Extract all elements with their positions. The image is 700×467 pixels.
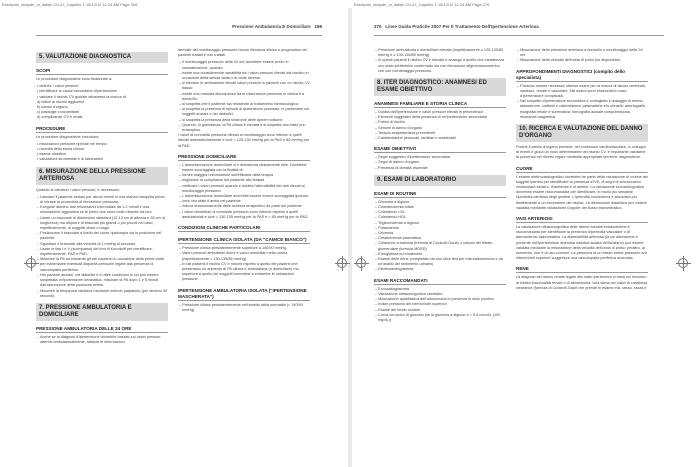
left-page <box>0 8 348 467</box>
list-item: – In tali pazienti il rischio CV è minore rispetto a quello dei pazienti che presentano un aumento di PA clinica e ambulatoria (o domiciliare) ma superiore a quello dei soggetti normotesi a entrambe le valutazioni pressorie. <box>179 261 299 282</box>
paragraph: Poiché il danno d'organo precede, nel continuum cardiovascolare, lo sviluppo di eventi e gioca un ruolo determinante del rischio CV, è importante valutarne la presenza nei diversi organi mediante appropriate tecniche diagnostiche. <box>516 145 646 160</box>
list-item: • esame obiettivo <box>37 152 66 157</box>
list-item: – Pressione clinica persistentemente nell'ambito della normalità (< 140/90 mmHg) <box>179 302 303 312</box>
crop-mark-icon <box>337 258 347 268</box>
section-heading: 7. PRESSIONE AMBULATORIA E DOMICILIARE <box>36 303 168 321</box>
paragraph: Quando si valutano i valori pressori, è necessario: <box>36 187 120 192</box>
list-item: – Colesterolemia totale <box>375 205 414 210</box>
list-item: – si sospetta la presenza di episodi di ipotensione posturale, in particolare nei soggetti anziani e nei diabetici; <box>179 107 310 117</box>
list-item: – si sospetta che il paziente sia resistente al trattamento farmacologico; <box>179 102 300 107</box>
paragraph: L'esame elettrocardiografico dovrebbe far parte della valutazione di routine dei soggetti ipertesi per identificare la presenza d'IVS, di segni di sovraccarico ventricolare sinistro, d'ischemia e di aritmie. La valutazione ecocardiografica dovrebbe essere raccomandata per identificare, in modo più sensibile, l'ipertrofia cardiaca degli ipertesi. L'ipertrofia concentrica è associata più direttamente a un incremento del rischio. La disfunzione diastolica può essere valutata mediante valutazione Doppler del flusso transmitralico. <box>516 174 648 210</box>
subheading: IPERTENSIONE AMBULATORIA ISOLATA ("IPERTENSIONE MASCHERATA") <box>178 288 310 301</box>
list-item: – Nel sospetto d'ipertensione secondaria è consigliato il dosaggio di renina, aldosterone, cortisoli e catecolamine plasmatiche e/o urinarie; arteriografie, ecografia renale e surrenalica; tomografia assiale computerizzata, risonanza magnetica. <box>517 99 647 119</box>
list-item: – Lasciare il paziente seduto per alcuni minuti in una stanza tranquilla prima di iniziare la procedura di rilevazione pressoria. <box>37 194 165 205</box>
right-header-rule <box>374 35 664 36</box>
subheading: ESAMI RACCOMANDATI <box>374 278 506 285</box>
list-item: – Glicemia a digiuno <box>375 199 410 204</box>
list-item: a) fattori di rischio aggiuntivi <box>37 99 85 104</box>
list-item: • identificare le cause secondarie d'ipertensione <box>37 89 118 94</box>
list-item: • definire i valori pressori <box>37 84 79 89</box>
right-page-number: 270 <box>374 24 382 29</box>
list-item: – Elementi suggestivi della presenza di un'ipertensione secondaria <box>375 115 487 120</box>
list-item: – Esame delle urine (completato da uno stick test per microalbuminuria e da un'analisi del sedimento urinario) <box>375 257 503 267</box>
list-item: – Eseguire almeno due misurazioni intervallate da 1-2 minuti e una misurazione aggiuntiva se le prime due sono molto diverse tra loro. <box>37 205 153 215</box>
list-item: – L'automisurazione domiciliare dovrebbe essere invece scoraggiata quando: <box>179 194 309 199</box>
list-item: • raccolta della storia clinica <box>37 147 84 152</box>
left-running-head <box>150 24 322 34</box>
list-item: – Misurare la frequenza cardiaca mediante metodo palpatorio (per almeno 30 secondi). <box>37 288 168 298</box>
list-item: – Esame del fondo oculare <box>375 307 421 312</box>
right-column-1 <box>374 48 506 323</box>
list-item: – L'automisurazione domiciliare si è dimostrata clinicamente utile. Dovrebbe essere incoraggiata con la finalità di: <box>179 162 307 173</box>
list-item: – induce autonomamente delle schema terapeutico da parte del paziente <box>179 204 302 209</box>
list-item: – Presenza di obesità viscerale <box>375 165 428 170</box>
list-item: – Caratteristiche personali, familiari e ambientali <box>375 136 456 141</box>
list-item: • valutare il rischio CV globale attraverso la ricerca di: <box>37 94 127 99</box>
list-item: – Fattori di rischio <box>375 120 405 125</box>
list-item: – fornire maggiori informazioni sull'efficacia della terapia <box>179 173 274 178</box>
list-item: – Quando, in gravidanza, la PA clinica è elevata e si sospetta uno stato pre-eclamptico. <box>179 122 306 133</box>
right-column-2 <box>516 48 648 293</box>
list-item: – In questi pazienti il rischio CV è elevato e analogo a quello che caratterizza uno stato ipertensivo confermato sia con rilevazione sfigmomanometrica che con monitoraggio pressorio. <box>375 58 505 73</box>
list-item: – Posizionare il bracciale a livello del cuore qualunque sia la posizione del paziente. <box>37 231 162 241</box>
subheading: PRESSIONE DOMICILIARE <box>178 154 310 161</box>
paragraph: La diagnosi del danno renale legato allo stato ipertensivo si basa sul riscontro di ridotta funzionalità renale o di albuminuria. Una stima dei valori di creatinina clearance (formula di Cockroft-Gault che prende in esame età, sesso, razza e <box>516 275 648 290</box>
list-item: – Colesterolo LDL <box>375 210 406 215</box>
list-item: – Usare le fasi I e V (scomparsa) dei toni di Korotkoff per identificare, rispettivamente, PAS e PAD. <box>37 246 153 257</box>
list-item: • misurazioni pressorie ripetute nel tempo <box>37 141 107 146</box>
list-item: • valutazioni strumentali e di laboratorio <box>37 157 104 162</box>
subheading: APPROFONDIMENTI DIAGNOSTICI (compito dello specialista) <box>516 69 648 82</box>
list-item: – verificare i valori pressori quando è dubbia l'attendibilità dei dati rilevati al monitoraggio pressorio <box>179 183 305 193</box>
list-item: – Uricemia <box>375 231 394 236</box>
list-item: – si sospetta la presenza della sindrome delle apnee notturne. <box>179 117 284 122</box>
list-item: – Anche se la diagnosi d'ipertensione dovrebbe basarsi sui valori pressori ottenuti ambulatorialmente, tuttavia le informazioni <box>37 334 161 345</box>
list-item: – Valutazione ultrasonografica carotidea <box>375 291 443 296</box>
crop-mark-icon <box>356 258 366 268</box>
crop-mark-icon <box>26 258 36 268</box>
subheading: VASI ARTERIOSI <box>516 216 648 223</box>
list-item: – Misurazione quantitativa dell'albuminuria in presenza di stick positivo <box>375 297 494 302</box>
crop-mark-icon <box>678 258 688 268</box>
left-header-rule <box>36 35 322 36</box>
list-item: – Colesterolo HDL <box>375 215 407 220</box>
subheading: SCOPI <box>36 68 168 75</box>
list-item: – Curva da carico di glucosio (se la glicemia a digiuno è > 5,6 mmol/L (100 mg/dL)) <box>375 312 501 322</box>
left-column-1 <box>36 48 168 345</box>
list-item: – I valori domiciliari di normalità pressoria sono inferiori rispetto a quelli ambulatoriali e cioè < 130-135 mmHg per la PAS e < 85 mmHg per la PAD. <box>179 209 309 219</box>
list-item: – Ecocardiogramma <box>375 286 409 291</box>
subheading: PROCEDURE <box>36 126 168 133</box>
list-item: – Emoglobina ed ematocrito <box>375 251 423 256</box>
list-item: – Misurare la PA ad entrambi gli arti superiori in occasione della prima visita per evidenziare eventuali disparità pressorie legate alla presenza di vasculopatia periferica. <box>37 257 164 272</box>
list-item: – Segni suggestivi d'ipertensione secondaria <box>375 155 451 160</box>
subheading: PRESSIONE AMBULATORIA DELLE 24 ORE <box>36 326 168 333</box>
list-item: – Durata dell'ipertensione e valori pressori elevati in precedenza <box>375 110 483 115</box>
list-item: – Terapia antipertensiva precedente <box>375 130 436 135</box>
subheading: CUORE <box>516 166 648 173</box>
list-item: – Indice pressorio arti inferiori/arti superiori <box>375 302 447 307</box>
left-page-number: 169 <box>314 24 322 29</box>
list-item: – esiste una marcata discrepanza tra le misurazioni pressorie in clinica e a domicilio; <box>179 91 305 101</box>
subheading: IPERTENSIONE CLINICA ISOLATA (DA "CAMICE BIANCO") <box>178 237 310 244</box>
paragraph: I valori di normalità pressoria rilevati al monitoraggio sono inferiori a quelli rilevati ambulatorialmente e cioè < 125-130 mmHg per la PAS e 80 mmHg per la PAD. <box>178 133 310 148</box>
left-running-head-text: Pressione Ambulatoria E Domiciliare <box>232 24 311 29</box>
list-item: – Sintomi di danno d'organo <box>375 125 423 130</box>
list-item: – Trigliceridemia a digiuno <box>375 220 420 225</box>
list-item: – Pressione ambulatoria o domiciliare elevata (rispettivamente ≥ 125-130/80 mmHg e ≥ 130-135/85 mmHg). <box>375 48 504 58</box>
list-item: – Valori pressori ambulatori diurni e valori domiciliari nella norma (rispettivamente < 130-135/85 mmHg). <box>179 251 288 261</box>
list-item: – Elettrocardiogramma <box>375 267 414 272</box>
list-item: – Usare un bracciale di dimensioni standard (12-13 cm di altezza e 35 cm di lunghezza) ma disporre di bracciali più grandi o più piccoli nel caso, rispettivamente, di soggetti obesi o magri. <box>37 215 165 231</box>
topbar-left: Exemplar_chapter_in_italian Ch-47_Capitolo 1 15/12/12 11:24 AM Page 269 <box>2 2 138 7</box>
list-item: – Clearance creatinina (formula di Cockroft-Gault) o calcolo del filtrato glomerulare (formula MDRD) <box>375 241 493 251</box>
section-heading: 10. RICERCA E VALUTAZIONE DEL DANNO D'ORGANO <box>516 124 648 142</box>
list-item: b) danno d'organo <box>37 105 68 110</box>
list-item: c) patologie concomitanti <box>37 110 79 115</box>
right-page <box>352 8 700 467</box>
paragraph: Le procedure diagnostiche sono finalizzate a: <box>36 77 113 81</box>
right-running-head <box>374 24 664 34</box>
list-item: – crea uno stato d'ansia nel paziente <box>179 199 241 204</box>
list-item: – Misurazione della pressione arteriosa a domicilio e monitoraggio delle 24 ore <box>517 48 643 58</box>
paragraph: La valutazione ultrasonografica delle arterie carotidi extracraniche è raccomandata per identificare la presenza d'ipertrofia vascolare o di aterosclerosi asintomatica. La distensibilità arteriosa (la cui alterazione è presente nell'ipertensione arteriosa sistolica isolata dell'anziano) può essere valutata mediante la misurazione della velocità dell'onda di polso; peraltro, al momento, non è di uso comune. La presenza di un basso indice pressorio arti inferiori/arti superiori suggerisce una vasculopatia periferica avanzata. <box>516 225 647 261</box>
list-item: – si rilevano in ambulatorio elevati valori pressori in pazienti con un rischio CV basso; <box>179 81 310 91</box>
list-item: – Potassiemia <box>375 225 399 230</box>
section-heading: 9. ESAMI DI LABORATORIO <box>374 175 506 186</box>
book-spread <box>0 8 700 467</box>
list-item: – Il monitoraggio pressorio delle 24 ore dovrebbe essere preso in considerazione, quando: <box>179 60 289 70</box>
list-item: – Possono essere necessari ulteriori esami per la ricerca di danno cerebrale, cardiaco, renale e vascolare. Tali esami sono essenziali in caso d'ipertensione complicata. <box>517 83 646 99</box>
subheading: ANAMNESI FAMILIARE E STORIA CLINICA <box>374 101 506 108</box>
right-running-head-text: Linee Guida Pratiche 2007 Per Il Trattamento Dell'Ipertensione Arteriosa <box>385 24 539 29</box>
subheading: CONDIZIONI CLINICHE PARTICOLARI <box>178 225 310 232</box>
section-heading: 8. ITER DIAGNOSTICO: ANAMNESI ED ESAME OBIETTIVO <box>374 78 506 96</box>
list-item: – esiste una considerevole variabilità tra i valori pressori rilevati dal medico in occasione della stessa visita o di visite diverse. <box>179 70 309 81</box>
subheading: ESAME OBIETTIVO <box>374 146 506 153</box>
subheading: ESAMI DI ROUTINE <box>374 191 506 198</box>
list-item: – Pressione clinica persistentemente superiore a 140/90 mmHg. <box>179 246 287 251</box>
paragraph: Le procedure diagnostiche includono: <box>36 134 100 139</box>
paragraph: derivate dal monitoraggio pressorio hanno rilevanza clinica e prognostica nei pazienti trattati e non trattati. <box>178 48 307 58</box>
section-heading: 6. MISURAZIONE DELLA PRESSIONE ARTERIOSA <box>36 167 168 185</box>
list-item: – migliorare la compliance del paziente alla terapia <box>179 178 265 183</box>
left-column-2 <box>178 48 310 313</box>
list-item: – Segni di danno d'organo <box>375 160 420 165</box>
topbar-right: Exemplar_chapter_in_italian Ch-47_Capitolo 1 15/12/12 11:24 AM Page 270 <box>354 2 490 7</box>
list-item: – Nei pazienti anziani, nei diabetici e in altre condizioni in cui può essere sospettata un'ipotensione ortostatica, misurare la PA dopo 1 e 5 minuti dall'assunzione della posizione eretta. <box>37 272 159 288</box>
list-item: d) complicanze CV e renali <box>37 115 83 120</box>
section-heading: 5. VALUTAZIONE DIAGNOSTICA <box>36 52 168 63</box>
list-item: – Misurazione della velocità dell'onda di polso (se disponibile) <box>517 58 621 63</box>
subheading: RENE <box>516 266 648 273</box>
list-item: – Sgonfiare il bracciale alla velocità di 2 mmHg al secondo. <box>37 241 137 246</box>
list-item: – Creatininemia plasmatica <box>375 236 421 241</box>
